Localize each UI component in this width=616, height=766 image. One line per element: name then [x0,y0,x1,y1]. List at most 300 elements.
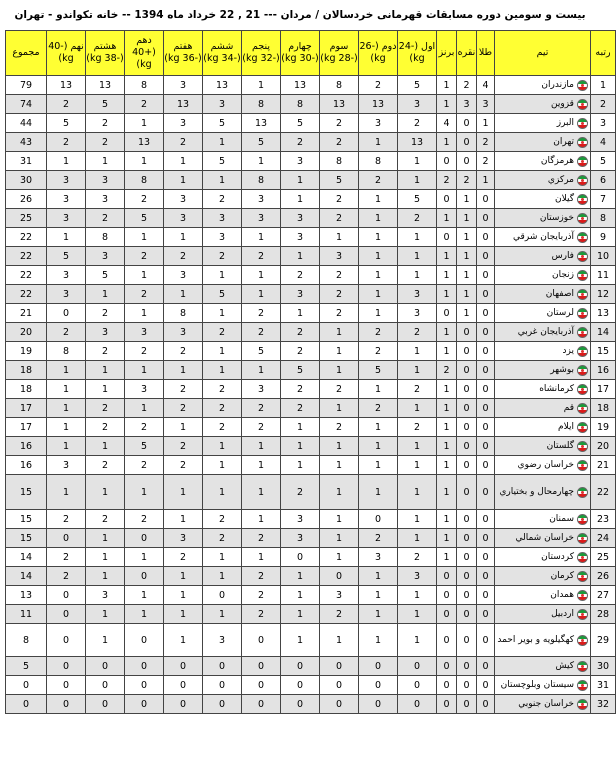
w5-cell: 2 [242,247,281,266]
table-row [6,171,616,190]
w9-cell: 2 [86,114,125,133]
bronze-cell: 4 [437,114,457,133]
rank-cell: 10 [591,247,616,266]
team-wrap [495,270,588,281]
w10-cell: 0 [47,695,86,714]
w2-cell: 1 [359,285,398,304]
team-cell [495,114,591,133]
gold-cell: 0 [477,342,495,361]
w3-cell: 2 [320,418,359,437]
w2-cell: 1 [359,380,398,399]
w7-cell: 0 [164,657,203,676]
team-cell [495,475,591,510]
gold-cell: 0 [477,676,495,695]
w3-cell: 1 [320,624,359,657]
w8-cell: 1 [125,228,164,247]
iran-flag-icon [577,661,588,672]
w10-cell: 1 [47,418,86,437]
team-wrap [495,384,588,395]
team-name: یزد [562,345,574,356]
bronze-cell: 1 [437,247,457,266]
w8-cell: 5 [125,209,164,228]
w9-cell: 5 [86,266,125,285]
gold-cell: 2 [477,152,495,171]
bronze-cell: 0 [437,695,457,714]
w4-cell: 3 [281,152,320,171]
w2-cell: 8 [359,152,398,171]
total-cell: 14 [6,548,47,567]
team-wrap [495,590,588,601]
w8-cell: 1 [125,361,164,380]
w6-cell: 1 [203,567,242,586]
team-name: کهگیلویه و بویر احمد [497,634,574,645]
w6-cell: 3 [203,228,242,247]
table-row [6,323,616,342]
w8-cell: 1 [125,152,164,171]
w6-cell: 1 [203,456,242,475]
w3-cell: 2 [320,133,359,152]
w4-cell: 0 [281,548,320,567]
rank-cell: 20 [591,437,616,456]
iran-flag-icon [577,422,588,433]
w5-cell: 1 [242,228,281,247]
w2-cell: 2 [359,529,398,548]
w5-cell: 3 [242,380,281,399]
rank-cell: 25 [591,548,616,567]
rank-cell: 7 [591,190,616,209]
gold-cell: 0 [477,605,495,624]
iran-flag-icon [577,99,588,110]
gold-cell: 0 [477,418,495,437]
w6-cell: 1 [203,171,242,190]
w10-cell: 5 [47,114,86,133]
w9-cell: 3 [86,171,125,190]
team-name: قم [563,402,574,413]
w4-cell: 0 [281,657,320,676]
w1-cell: 1 [398,266,437,285]
w6-cell: 1 [203,342,242,361]
w7-cell: 1 [164,418,203,437]
gold-cell: 0 [477,567,495,586]
w10-cell: 3 [47,266,86,285]
w9-cell: 0 [86,657,125,676]
iran-flag-icon [577,552,588,563]
silver-cell: 0 [457,380,477,399]
table-row [6,437,616,456]
w7-cell: 1 [164,228,203,247]
silver-cell: 0 [457,418,477,437]
team-cell [495,304,591,323]
w3-cell: 0 [320,695,359,714]
iran-flag-icon [577,441,588,452]
w1-cell: 2 [398,114,437,133]
w3-cell: 1 [320,529,359,548]
silver-cell: 1 [457,228,477,247]
header-weight-7: هفتم (-36 kg) [164,31,203,76]
w10-cell: 2 [47,133,86,152]
team-name: گلستان [546,440,574,451]
w3-cell: 1 [320,437,359,456]
gold-cell: 0 [477,624,495,657]
total-cell: 43 [6,133,47,152]
team-name: خراسان رضوي [517,459,574,470]
bronze-cell: 0 [437,567,457,586]
w6-cell: 2 [203,247,242,266]
team-name: سیستان وبلوچستان [500,679,574,690]
rank-cell: 8 [591,209,616,228]
team-name: هرمزگان [540,155,574,166]
w8-cell: 3 [125,380,164,399]
w1-cell: 3 [398,285,437,304]
team-cell [495,190,591,209]
w10-cell: 8 [47,342,86,361]
w3-cell: 1 [320,323,359,342]
w10-cell: 1 [47,228,86,247]
iran-flag-icon [577,590,588,601]
bronze-cell: 1 [437,342,457,361]
w8-cell: 2 [125,418,164,437]
team-wrap [495,137,588,148]
w1-cell: 1 [398,624,437,657]
table-row [6,418,616,437]
bronze-cell: 0 [437,624,457,657]
team-wrap [495,213,588,224]
silver-cell: 0 [457,529,477,548]
team-name: ایلام [558,421,574,432]
total-cell: 16 [6,456,47,475]
total-cell: 20 [6,323,47,342]
w7-cell: 1 [164,567,203,586]
w7-cell: 1 [164,586,203,605]
w10-cell: 1 [47,475,86,510]
w2-cell: 1 [359,133,398,152]
w8-cell: 13 [125,133,164,152]
w2-cell: 5 [359,361,398,380]
table-row [6,399,616,418]
bronze-cell: 1 [437,285,457,304]
w6-cell: 3 [203,95,242,114]
team-cell [495,437,591,456]
table-row [6,228,616,247]
w2-cell: 1 [359,567,398,586]
w7-cell: 1 [164,475,203,510]
w1-cell: 1 [398,361,437,380]
team-wrap [495,99,588,110]
w10-cell: 3 [47,171,86,190]
w6-cell: 5 [203,114,242,133]
header-weight-5: پنجم (-32 kg) [242,31,281,76]
w7-cell: 3 [164,266,203,285]
w10-cell: 3 [47,285,86,304]
team-name: لرستان [546,307,574,318]
w7-cell: 2 [164,548,203,567]
w1-cell: 5 [398,76,437,95]
w3-cell: 1 [320,475,359,510]
rank-cell: 30 [591,657,616,676]
w5-cell: 0 [242,695,281,714]
team-cell [495,76,591,95]
w5-cell: 1 [242,456,281,475]
w2-cell: 2 [359,399,398,418]
bronze-cell: 1 [437,418,457,437]
w3-cell: 1 [320,548,359,567]
total-cell: 26 [6,190,47,209]
w10-cell: 2 [47,95,86,114]
silver-cell: 3 [457,95,477,114]
w7-cell: 2 [164,437,203,456]
w3-cell: 1 [320,510,359,529]
silver-cell: 0 [457,510,477,529]
w4-cell: 13 [281,76,320,95]
w2-cell: 1 [359,624,398,657]
w9-cell: 2 [86,133,125,152]
w4-cell: 1 [281,586,320,605]
w8-cell: 2 [125,510,164,529]
gold-cell: 2 [477,133,495,152]
w3-cell: 1 [320,228,359,247]
team-wrap [495,80,588,91]
team-cell [495,418,591,437]
team-name: تهران [553,136,574,147]
total-cell: 44 [6,114,47,133]
team-wrap [495,609,588,620]
w2-cell: 1 [359,247,398,266]
silver-cell: 1 [457,285,477,304]
table-row [6,304,616,323]
team-wrap [495,533,588,544]
w3-cell: 0 [320,567,359,586]
silver-cell: 1 [457,304,477,323]
w7-cell: 1 [164,285,203,304]
team-wrap [495,308,588,319]
w2-cell: 1 [359,304,398,323]
bronze-cell: 0 [437,586,457,605]
w9-cell: 2 [86,304,125,323]
w6-cell: 1 [203,133,242,152]
w10-cell: 1 [47,361,86,380]
team-cell [495,548,591,567]
w3-cell: 2 [320,605,359,624]
team-cell [495,695,591,714]
team-cell [495,657,591,676]
w6-cell: 2 [203,323,242,342]
w7-cell: 3 [164,114,203,133]
silver-cell: 0 [457,605,477,624]
w6-cell: 2 [203,510,242,529]
w9-cell: 0 [86,695,125,714]
w9-cell: 1 [86,567,125,586]
w9-cell: 1 [86,529,125,548]
w2-cell: 1 [359,418,398,437]
w9-cell: 2 [86,456,125,475]
table-row [6,380,616,399]
w6-cell: 3 [203,209,242,228]
table-row [6,266,616,285]
w9-cell: 1 [86,361,125,380]
w1-cell: 1 [398,228,437,247]
w9-cell: 1 [86,605,125,624]
table-row [6,548,616,567]
iran-flag-icon [577,327,588,338]
total-cell: 22 [6,228,47,247]
w8-cell: 2 [125,190,164,209]
team-name: کرمانشاه [539,383,574,394]
table-row [6,695,616,714]
bronze-cell: 1 [437,380,457,399]
team-name: آذربایجان شرقي [513,231,574,242]
team-name: بوشهر [550,364,574,375]
team-cell [495,171,591,190]
w9-cell: 1 [86,285,125,304]
w10-cell: 0 [47,605,86,624]
gold-cell: 0 [477,380,495,399]
w9-cell: 1 [86,152,125,171]
w5-cell: 1 [242,361,281,380]
w4-cell: 5 [281,114,320,133]
table-row [6,114,616,133]
w4-cell: 1 [281,605,320,624]
silver-cell: 0 [457,152,477,171]
w8-cell: 1 [125,548,164,567]
header-weight-4: چهارم (-30 kg) [281,31,320,76]
team-name: اردبیل [551,608,574,619]
w2-cell: 0 [359,695,398,714]
team-cell [495,586,591,605]
iran-flag-icon [577,699,588,710]
w9-cell: 3 [86,323,125,342]
w4-cell: 2 [281,342,320,361]
w8-cell: 2 [125,456,164,475]
iran-flag-icon [577,270,588,281]
team-wrap [495,289,588,300]
w10-cell: 3 [47,190,86,209]
w2-cell: 2 [359,171,398,190]
header-weight-1: اول (-24 kg) [398,31,437,76]
w8-cell: 2 [125,247,164,266]
table-row [6,190,616,209]
w4-cell: 3 [281,529,320,548]
w7-cell: 8 [164,304,203,323]
w4-cell: 1 [281,437,320,456]
w10-cell: 5 [47,247,86,266]
w4-cell: 1 [281,304,320,323]
silver-cell: 0 [457,114,477,133]
w1-cell: 0 [398,676,437,695]
w8-cell: 1 [125,586,164,605]
silver-cell: 1 [457,247,477,266]
w8-cell: 2 [125,95,164,114]
w10-cell: 2 [47,323,86,342]
header-weight-10: نهم (-40 kg) [47,31,86,76]
w5-cell: 0 [242,676,281,695]
silver-cell: 0 [457,399,477,418]
iran-flag-icon [577,137,588,148]
total-cell: 18 [6,361,47,380]
w10-cell: 1 [47,437,86,456]
team-name: قزوین [551,98,574,109]
w7-cell: 2 [164,133,203,152]
w8-cell: 0 [125,676,164,695]
team-cell [495,323,591,342]
w2-cell: 1 [359,190,398,209]
w4-cell: 0 [281,695,320,714]
w8-cell: 1 [125,114,164,133]
w8-cell: 0 [125,529,164,548]
w7-cell: 3 [164,323,203,342]
rank-cell: 27 [591,586,616,605]
w10-cell: 0 [47,676,86,695]
silver-cell: 1 [457,209,477,228]
iran-flag-icon [577,365,588,376]
w8-cell: 8 [125,171,164,190]
w5-cell: 1 [242,152,281,171]
table-row [6,529,616,548]
iran-flag-icon [577,156,588,167]
page-title: بیست و سومین دوره مسابقات قهرمانی خردسالان / مردان --- 21 , 22 خرداد ماه 1394 -- خانه تکواندو - تهران [14,9,586,21]
rank-cell: 19 [591,418,616,437]
w1-cell: 2 [398,209,437,228]
w9-cell: 3 [86,247,125,266]
w7-cell: 1 [164,510,203,529]
silver-cell: 0 [457,676,477,695]
w6-cell: 1 [203,266,242,285]
team-cell [495,567,591,586]
w4-cell: 1 [281,418,320,437]
w2-cell: 1 [359,228,398,247]
w9-cell: 3 [86,190,125,209]
rank-cell: 32 [591,695,616,714]
iran-flag-icon [577,80,588,91]
gold-cell: 1 [477,114,495,133]
header-weight-3: سوم (-28 kg) [320,31,359,76]
header-silver: نقره [457,31,477,76]
w9-cell: 2 [86,342,125,361]
team-cell [495,152,591,171]
team-name: گیلان [555,193,574,204]
rank-cell: 18 [591,399,616,418]
header-weight-2: دوم (-26 kg) [359,31,398,76]
w9-cell: 8 [86,228,125,247]
table-row [6,361,616,380]
w4-cell: 2 [281,380,320,399]
w9-cell: 1 [86,380,125,399]
w4-cell: 8 [281,95,320,114]
w9-cell: 2 [86,510,125,529]
iran-flag-icon [577,609,588,620]
rank-cell: 16 [591,361,616,380]
total-cell: 14 [6,567,47,586]
silver-cell: 0 [457,323,477,342]
rank-cell: 28 [591,605,616,624]
gold-cell: 1 [477,171,495,190]
team-cell [495,676,591,695]
team-name: خراسان شمالي [515,532,574,543]
w5-cell: 2 [242,529,281,548]
w3-cell: 5 [320,171,359,190]
w3-cell: 1 [320,361,359,380]
silver-cell: 0 [457,342,477,361]
w6-cell: 1 [203,475,242,510]
w1-cell: 1 [398,456,437,475]
w4-cell: 1 [281,190,320,209]
header-rank: رتبه [591,31,616,76]
table-row [6,342,616,361]
w2-cell: 1 [359,586,398,605]
team-wrap [495,571,588,582]
w5-cell: 0 [242,624,281,657]
iran-flag-icon [577,403,588,414]
iran-flag-icon [577,175,588,186]
